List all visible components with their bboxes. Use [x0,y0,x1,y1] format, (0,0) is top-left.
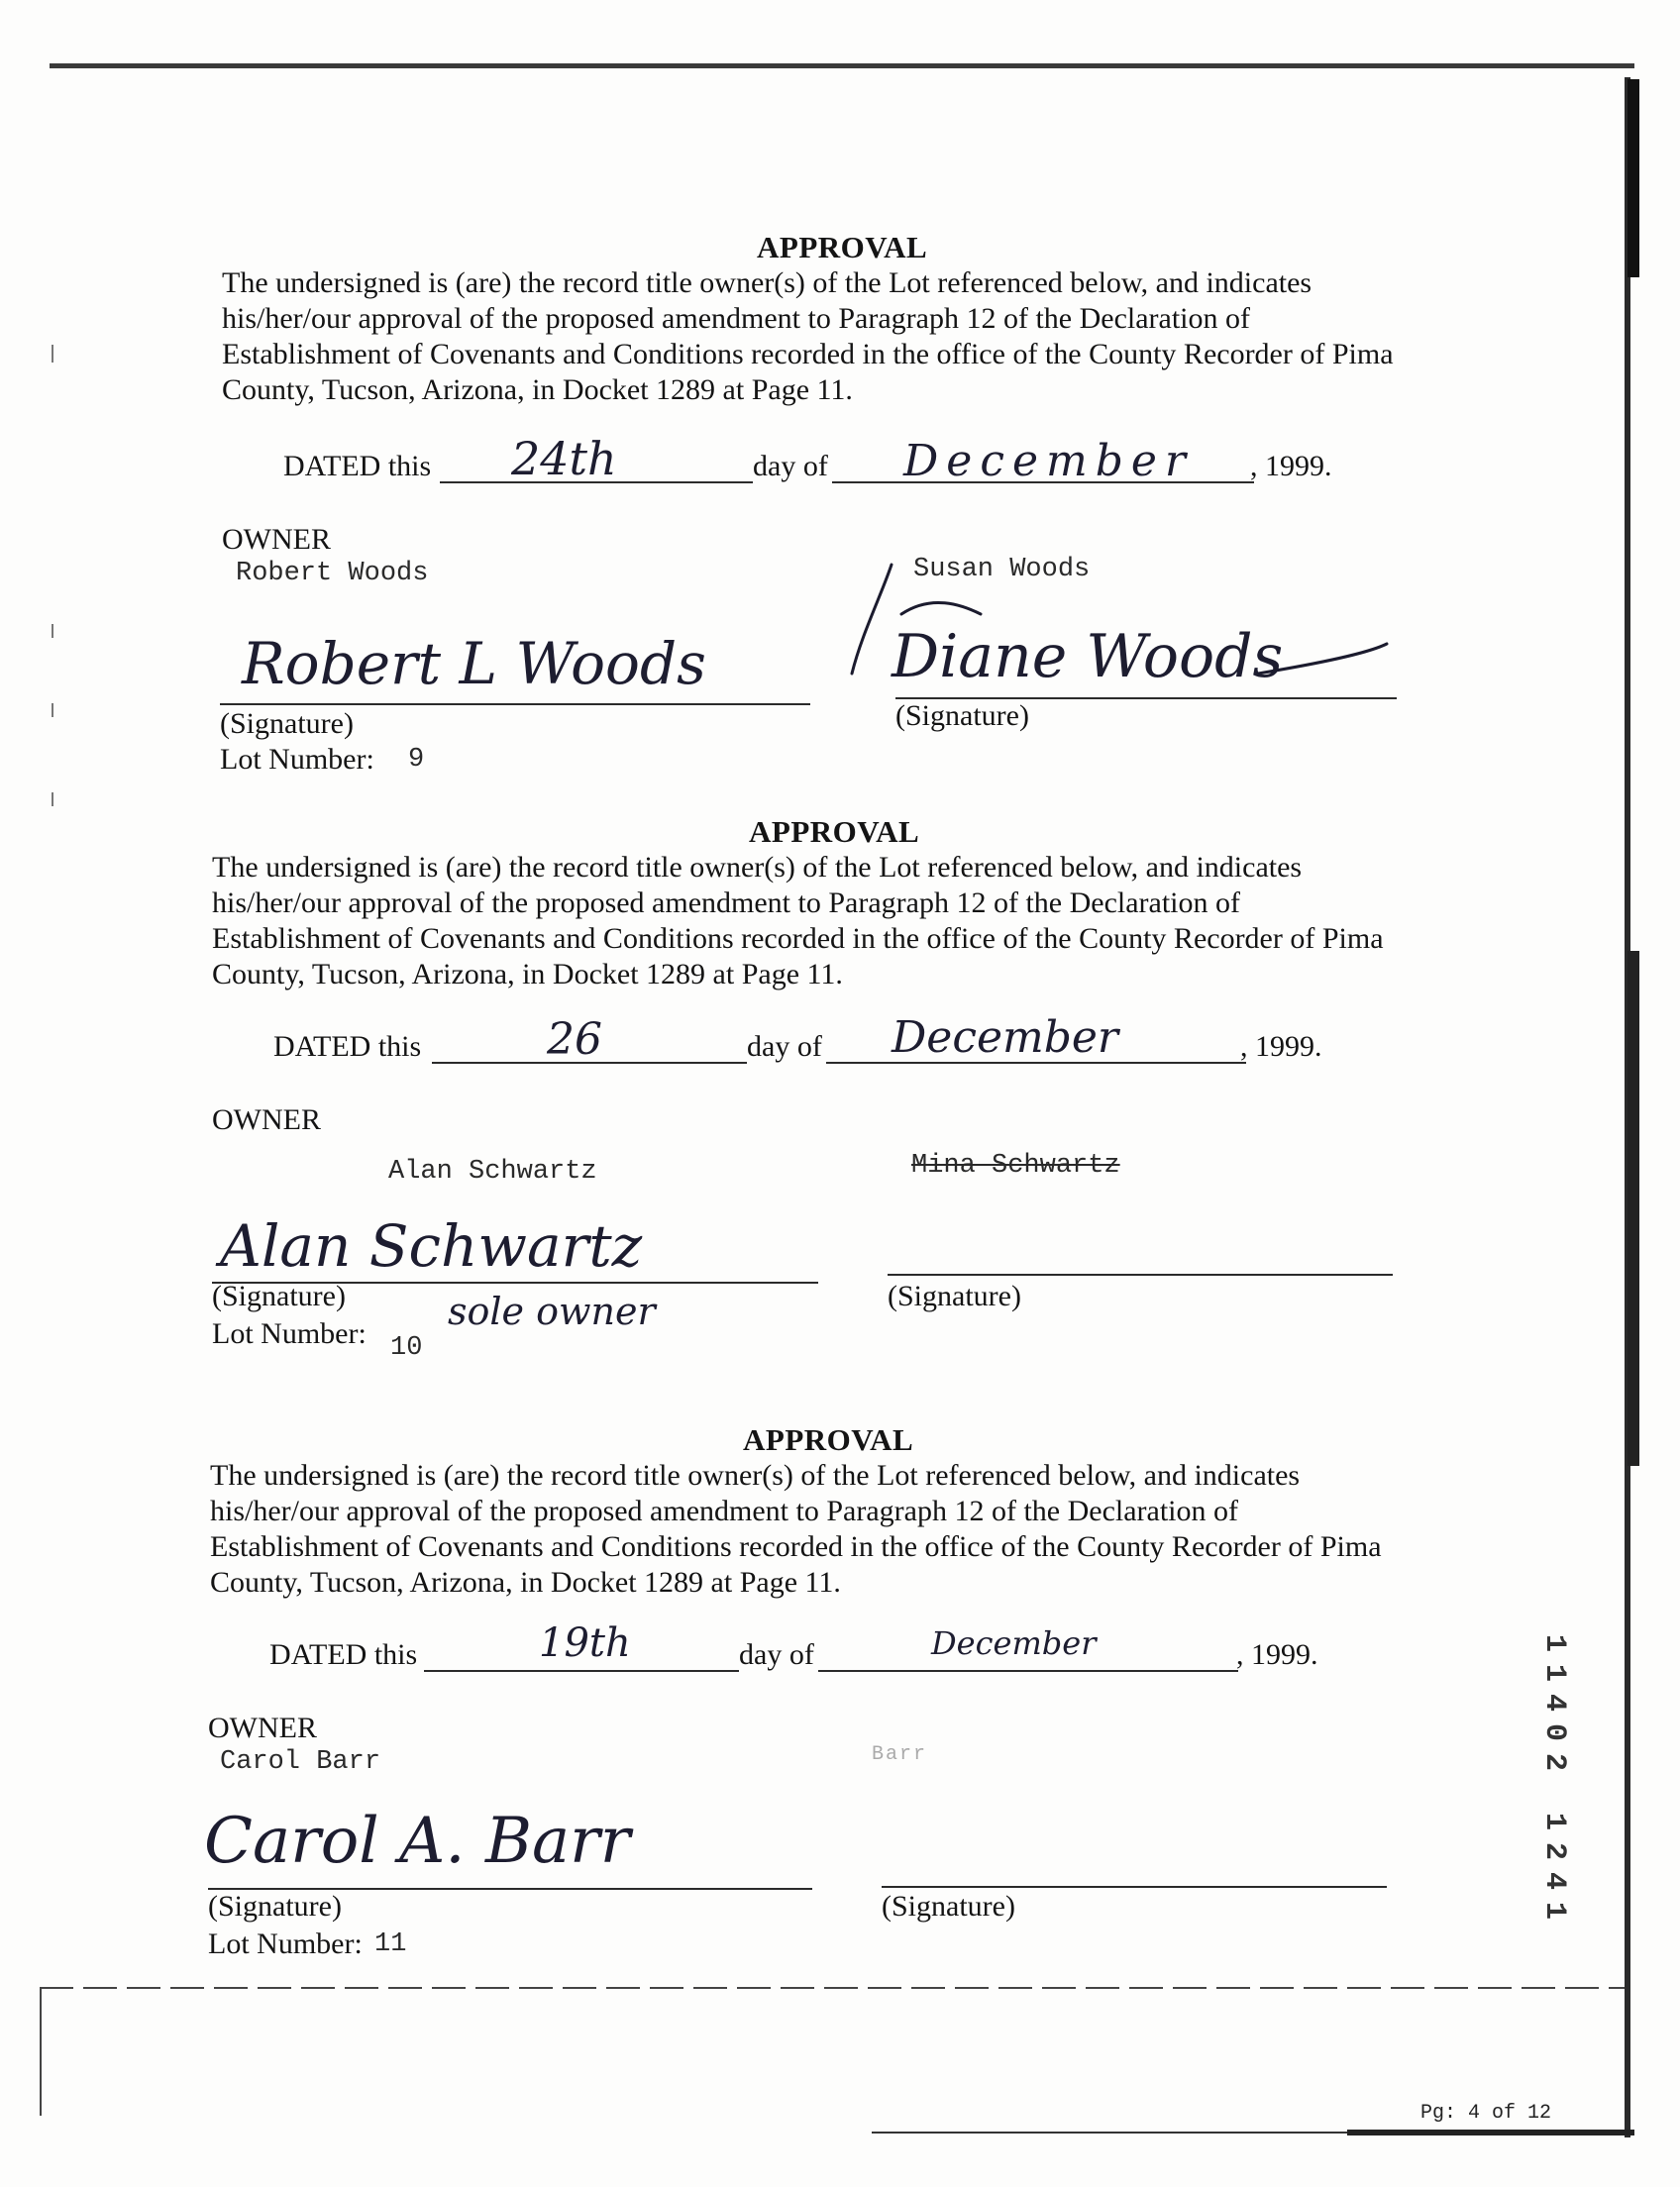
section-1-body [222,265,1394,408]
lot-number-label: Lot Number: [212,1317,367,1350]
month-handwritten: December [931,1624,1097,1662]
left-margin-mark [52,345,53,363]
year-suffix: , 1999. [1236,1638,1318,1671]
signature-1: Alan Schwartz [220,1212,643,1280]
body-line: his/her/our approval of the proposed amendment to Paragraph 12 of the Declaration of [210,1495,1239,1527]
signature-1: Robert L Woods [242,630,706,697]
owner-label: OWNER [222,523,331,556]
lot-number-label: Lot Number: [208,1927,363,1960]
owner-1-name: Carol Barr [220,1747,381,1777]
dated-label: DATED this [283,450,432,482]
day-handwritten: 26 [547,1014,602,1065]
lot-number-label: Lot Number: [220,743,374,776]
side-stamp-2: 1241 [1537,1813,1571,1932]
body-line: his/her/our approval of the proposed amendment to Paragraph 12 of the Declaration of [212,886,1241,919]
owner-2-name-faded: Barr [872,1743,928,1766]
body-line: County, Tucson, Arizona, in Docket 1289 at Page 11. [210,1566,841,1599]
section-1-heading: APPROVAL [757,230,928,264]
section-3-body [210,1458,1382,1601]
scan-right-edge-thick [1628,951,1639,1466]
day-of-label: day of [747,1030,822,1063]
owner-2-name: Susan Woods [913,555,1091,584]
scan-top-edge [50,63,1634,68]
day-handwritten: 24th [511,432,617,485]
left-margin-mark [52,792,53,806]
owner-label: OWNER [212,1103,321,1136]
signature-1-label: (Signature) [212,1280,346,1312]
section-2-heading: APPROVAL [749,814,920,849]
month-underline [818,1670,1238,1672]
body-line: Establishment of Covenants and Conditions recorded in the office of the County Recorder of Pima [222,338,1394,370]
body-line: his/her/our approval of the proposed amendment to Paragraph 12 of the Declaration of [222,302,1251,335]
section-3-heading: APPROVAL [743,1422,914,1457]
signature-1-label: (Signature) [208,1890,342,1923]
year-suffix: , 1999. [1250,450,1332,482]
month-handwritten: December [903,436,1194,486]
bottom-left-box-edge [40,1987,42,2116]
owner-1-name: Robert Woods [236,559,429,588]
day-underline [424,1670,739,1672]
left-margin-mark [52,624,53,638]
day-handwritten: 19th [539,1620,631,1666]
owner-label: OWNER [208,1712,317,1744]
lot-number-value: 9 [408,745,425,775]
left-margin-mark [52,703,53,717]
signature-2-flourish [842,555,1397,713]
signature-1-line [220,703,810,705]
signature-2-label: (Signature) [895,699,1029,732]
page-indicator: Pg: 4 of 12 [1420,2102,1552,2125]
signature-2-line [888,1274,1393,1276]
lot-number-value: 10 [390,1333,423,1363]
signature-1: Carol A. Barr [204,1805,631,1878]
body-line: The undersigned is (are) the record title owner(s) of the Lot referenced below, and indicates [212,851,1303,884]
day-of-label: day of [753,450,828,482]
body-line: The undersigned is (are) the record title owner(s) of the Lot referenced below, and indicates [210,1459,1301,1492]
footer-rule [872,2132,1387,2134]
month-handwritten: December [892,1012,1118,1063]
signature-2: Diane Woods [892,622,1284,691]
signature-2-label: (Signature) [882,1890,1015,1923]
owner-1-name: Alan Schwartz [388,1157,597,1187]
dated-label: DATED this [273,1030,422,1063]
dated-label: DATED this [269,1638,418,1671]
signature-2-line [882,1886,1387,1888]
year-suffix: , 1999. [1240,1030,1322,1063]
day-of-label: day of [739,1638,814,1671]
side-stamp-1: 11402 [1537,1634,1571,1784]
body-line: County, Tucson, Arizona, in Docket 1289 at Page 11. [222,373,853,406]
owner-2-name-struck: Mina Schwartz [911,1151,1120,1181]
handwritten-note: sole owner [448,1290,656,1333]
section-2-body [212,850,1384,992]
signature-1-label: (Signature) [220,707,354,740]
scan-right-edge-thick [1628,79,1639,277]
signature-2-label: (Signature) [888,1280,1021,1312]
body-line: The undersigned is (are) the record title owner(s) of the Lot referenced below, and indicates [222,266,1312,299]
bottom-dashed-rule [40,1987,1625,1989]
body-line: County, Tucson, Arizona, in Docket 1289 at Page 11. [212,958,843,990]
lot-number-value: 11 [374,1929,407,1959]
footer-rule-thick [1347,2130,1634,2135]
body-line: Establishment of Covenants and Conditions recorded in the office of the County Recorder of Pima [212,922,1384,955]
body-line: Establishment of Covenants and Conditions recorded in the office of the County Recorder of Pima [210,1530,1382,1563]
